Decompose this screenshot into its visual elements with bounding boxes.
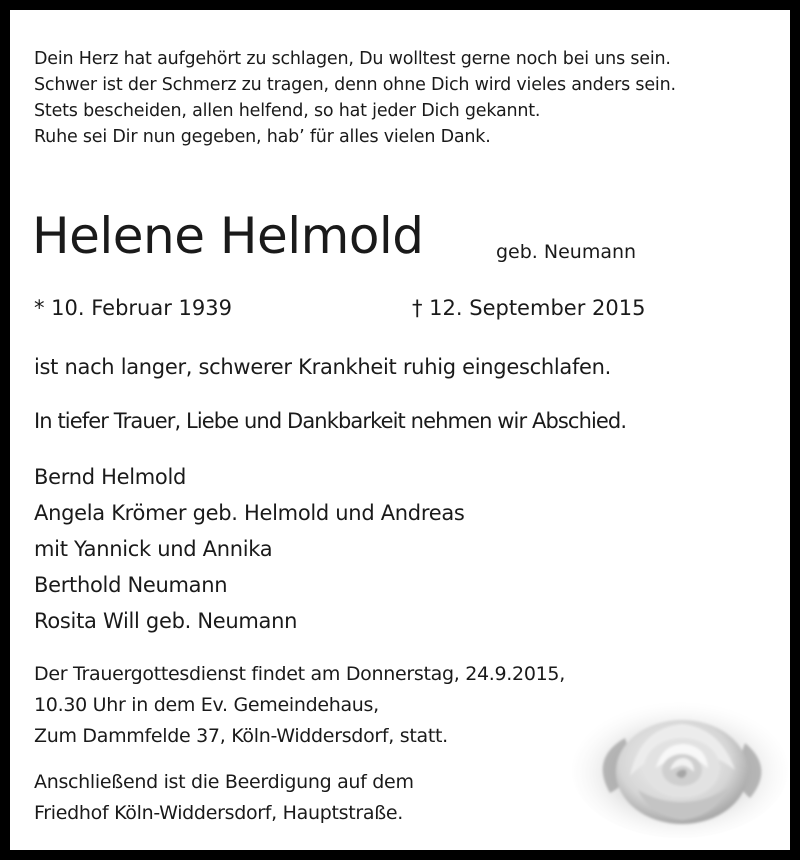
mourner: mit Yannick und Annika — [34, 537, 273, 561]
maiden-name: geb. Neumann — [496, 241, 637, 263]
farewell-line: In tiefer Trauer, Liebe und Dankbarkeit nehmen wir Abschied. — [34, 409, 627, 433]
deceased-name: Helene Helmold — [32, 207, 424, 265]
poem-line-2: Schwer ist der Schmerz zu tragen, denn ohne Dich wird vieles anders sein. — [34, 75, 676, 95]
poem-line-1: Dein Herz hat aufgehört zu schlagen, Du wolltest gerne noch bei uns sein. — [34, 49, 671, 69]
mourner: Bernd Helmold — [34, 465, 187, 489]
burial-info — [34, 767, 414, 829]
service-info — [34, 659, 565, 752]
burial-line: Anschließend ist die Beerdigung auf dem — [34, 771, 414, 793]
birth-date: * 10. Februar 1939 — [34, 296, 232, 320]
service-line: Der Trauergottesdienst findet am Donnerstag, 24.9.2015, — [34, 663, 565, 685]
burial-line: Friedhof Köln-Widdersdorf, Hauptstraße. — [34, 802, 404, 824]
poem-line-3: Stets bescheiden, allen helfend, so hat jeder Dich gekannt. — [34, 101, 541, 121]
poem-line-4: Ruhe sei Dir nun gegeben, hab’ für alles vielen Dank. — [34, 127, 491, 147]
rose-image — [570, 698, 790, 838]
mourner: Berthold Neumann — [34, 573, 228, 597]
mourner: Rosita Will geb. Neumann — [34, 609, 298, 633]
death-date: † 12. September 2015 — [412, 296, 646, 320]
death-message: ist nach langer, schwerer Krankheit ruhig eingeschlafen. — [34, 355, 612, 379]
service-line: Zum Dammfelde 37, Köln-Widdersdorf, statt. — [34, 725, 448, 747]
poem — [34, 46, 676, 150]
mourner: Angela Krömer geb. Helmold und Andreas — [34, 501, 465, 525]
service-line: 10.30 Uhr in dem Ev. Gemeindehaus, — [34, 694, 379, 716]
mourner-list — [34, 459, 465, 639]
